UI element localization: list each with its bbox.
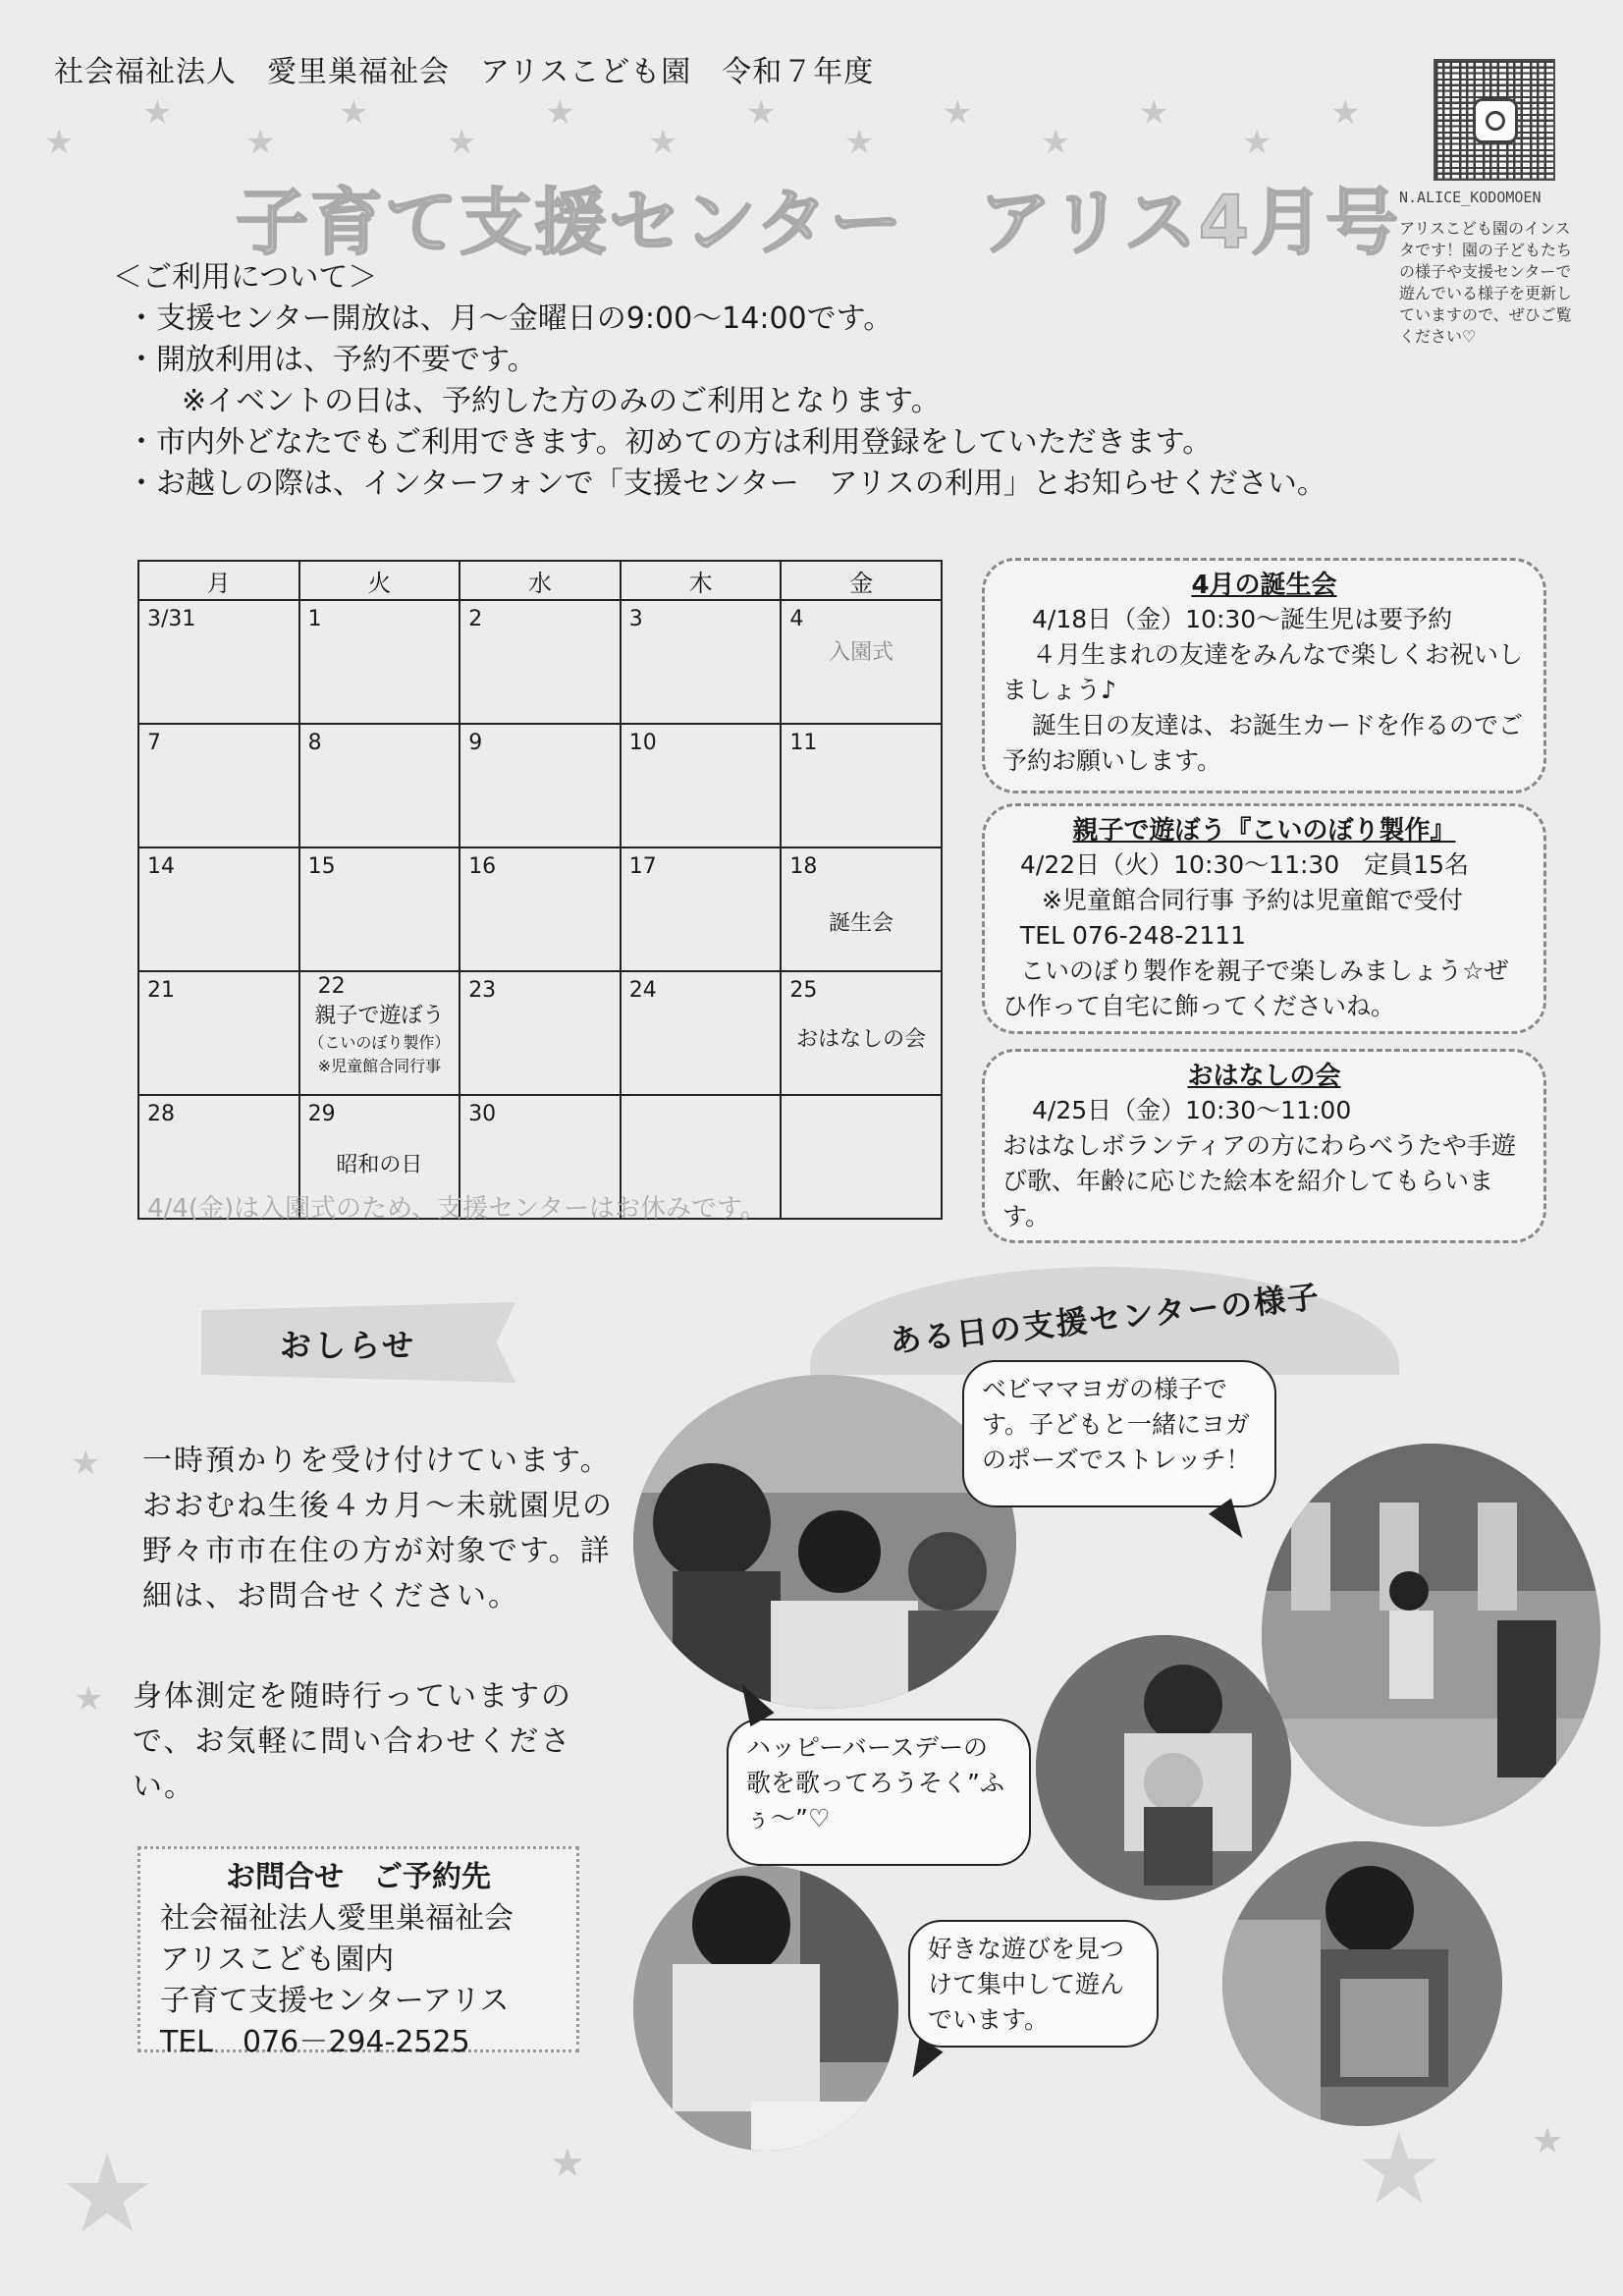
bubble-play: [908, 1920, 1159, 2048]
calendar-table: [137, 560, 943, 1220]
date-number: 23: [468, 978, 497, 1003]
bubble-birthday: [727, 1719, 1031, 1866]
calendar-cell: [460, 724, 621, 847]
star-icon: ★: [339, 93, 369, 133]
notice-text: 身体測定を随時行っていますので、お気軽に問い合わせください。: [133, 1679, 572, 1804]
event-line: 4/18日（金）10:30～誕生児は要予約: [1032, 605, 1453, 633]
calendar-cell: [138, 847, 299, 971]
usage-item: ・市内外どなたでもご利用できます。初めての方は利用登録をしていただきます。: [127, 425, 1213, 460]
photo-yoga: [1262, 1444, 1600, 1827]
calendar-cell: [781, 600, 942, 724]
calendar-cell: [460, 847, 621, 971]
event-note: おはなしの会: [796, 1027, 927, 1052]
usage-item: ・開放利用は、予約不要です。: [127, 343, 537, 377]
event-title: 親子で遊ぼう『こいのぼり製作』: [1072, 816, 1456, 846]
weekday-header: 水: [460, 561, 621, 600]
date-number: 17: [628, 854, 657, 879]
photo-play-left-image: [633, 1866, 898, 2151]
date-number: 16: [468, 854, 497, 879]
star-icon: ★: [545, 93, 575, 133]
event-line: 誕生日の友達は、お誕生カードを作るのでご予約お願いします。: [1002, 711, 1524, 775]
star-icon: ★: [1355, 2111, 1443, 2226]
date-number: 21: [147, 978, 175, 1003]
calendar-cell: [621, 724, 782, 847]
instagram-note: アリスこども園のインスタです！園の子どもたちの様子や支援センターで遊んでいる様子を更新していますので、ぜひご覧ください♡: [1399, 219, 1573, 346]
instagram-icon: [1473, 98, 1518, 143]
star-icon: ★: [1330, 93, 1361, 133]
contact-box: [137, 1846, 579, 2059]
contact-line: 社会福祉法人愛里巣福祉会: [160, 1901, 514, 1936]
bubble-yoga: [962, 1360, 1276, 1507]
event-birthday: [982, 558, 1546, 793]
star-icon: ★: [1139, 93, 1169, 133]
photo-play-left: [633, 1866, 898, 2151]
date-number: 8: [307, 731, 322, 755]
date-number: 24: [628, 978, 657, 1003]
qr-code[interactable]: [1434, 59, 1555, 181]
bubble-play-text: 好きな遊びを見つけて集中して遊んでいます。: [928, 1935, 1125, 2034]
event-note: 親子で遊ぼう: [314, 1004, 445, 1028]
notice-label: おしらせ: [280, 1327, 417, 1364]
calendar-cell: [460, 600, 621, 724]
photo-baby-image: [1036, 1635, 1291, 1900]
date-number: 11: [789, 731, 818, 755]
date-number: 9: [468, 731, 483, 755]
date-number: 3: [628, 607, 643, 631]
usage-heading: ＜ご利用について＞: [113, 260, 378, 295]
contact-line: TEL 076－294-2525: [160, 2025, 470, 2059]
date-number: 30: [468, 1102, 497, 1126]
star-icon: ★: [447, 123, 477, 162]
calendar-cell: [299, 724, 460, 847]
page-title: 子育て支援センター アリス4月号: [236, 181, 1401, 265]
contact-line: アリスこども園内: [160, 1942, 395, 1977]
event-note: 入園式: [829, 640, 894, 665]
star-icon: ★: [44, 123, 75, 162]
contact-line: 子育て支援センターアリス: [160, 1984, 510, 2018]
weekday-header: 金: [781, 561, 942, 600]
calendar-cell: [138, 724, 299, 847]
calendar-header-row: [138, 561, 942, 600]
star-icon: ★: [943, 93, 973, 133]
instagram-handle: N.ALICE_KODOMOEN: [1399, 189, 1542, 206]
date-number: 4: [789, 607, 804, 631]
date-number: 18: [789, 854, 818, 879]
calendar-cell: [299, 600, 460, 724]
event-line: ４月生まれの友達をみんなで楽しくお祝いしましょう♪: [1002, 640, 1524, 704]
event-line: おはなしボランティアの方にわらべうたや手遊び歌、年齢に応じた絵本を紹介してもらいます。: [1002, 1131, 1517, 1230]
weekday-header: 月: [138, 561, 299, 600]
calendar-cell: [299, 971, 460, 1095]
date-number: 10: [628, 731, 657, 755]
event-note: 誕生会: [829, 911, 894, 936]
calendar-cell: [781, 1095, 942, 1219]
calendar-week-row: [138, 724, 942, 847]
photo-yoga-image: [1262, 1444, 1600, 1827]
closed-note: 4/4(金)は入園式のため、支援センターはお休みです。: [147, 1194, 766, 1224]
calendar-cell: [138, 600, 299, 724]
star-icon: ★: [245, 123, 276, 162]
date-number: 3/31: [147, 607, 196, 631]
calendar-cell: [621, 847, 782, 971]
usage-item: ・支援センター開放は、月～金曜日の9:00～14:00です。: [127, 301, 893, 336]
star-icon: ★: [71, 1444, 101, 1483]
photo-birthday-image: [633, 1375, 1016, 1709]
calendar-cell: [621, 600, 782, 724]
bubble-yoga-text: ベビママヨガの様子です。子どもと一緒にヨガのポーズでストレッチ！: [982, 1375, 1251, 1474]
star-icon: ★: [59, 2131, 156, 2257]
date-number: 22: [317, 974, 346, 999]
star-icon: ★: [550, 2141, 585, 2186]
star-icon: ★: [648, 123, 678, 162]
calendar-cell: [299, 847, 460, 971]
calendar-week-row: [138, 847, 942, 971]
date-number: 28: [147, 1102, 175, 1126]
photo-play-right-image: [1222, 1841, 1502, 2126]
event-note: ※児童館合同行事: [317, 1057, 442, 1075]
star-icon: ★: [1532, 2121, 1564, 2161]
calendar-cell: [621, 971, 782, 1095]
star-icon: ★: [1242, 123, 1272, 162]
weekday-header: 火: [299, 561, 460, 600]
star-icon: ★: [746, 93, 777, 133]
event-koinobori: [982, 803, 1546, 1034]
event-story: [982, 1049, 1546, 1243]
photo-play-right: [1222, 1841, 1502, 2126]
event-title: おはなしの会: [1187, 1062, 1341, 1091]
date-number: 14: [147, 854, 175, 879]
photo-birthday: [633, 1375, 1016, 1709]
date-number: 29: [307, 1102, 336, 1126]
event-title: 4月の誕生会: [1191, 571, 1337, 600]
contact-title: お問合せ ご予約先: [226, 1860, 491, 1894]
event-note: （こいのぼり製作）: [308, 1033, 451, 1052]
notice-text: 一時預かりを受け付けています。おおむね生後４カ月～未就園児の野々市市在住の方が対象です。詳細は、お問合せください。: [142, 1444, 614, 1613]
usage-section: [113, 257, 1326, 505]
event-line: 4/25日（金）10:30～11:00: [1032, 1096, 1352, 1124]
org-line: 社会福祉法人 愛里巣福祉会 アリスこども園 令和７年度: [54, 55, 875, 89]
date-number: 7: [147, 731, 161, 755]
star-icon: ★: [844, 123, 875, 162]
date-number: 25: [789, 978, 818, 1003]
event-line: TEL 076-248-2111: [1020, 921, 1247, 950]
calendar-week-row: [138, 600, 942, 724]
usage-item: ・お越しの際は、インターフォンで「支援センター アリスの利用」とお知らせください。: [127, 466, 1326, 501]
usage-item: ※イベントの日は、予約した方のみのご利用となります。: [182, 384, 941, 418]
date-number: 15: [307, 854, 336, 879]
calendar-cell: [781, 971, 942, 1095]
photo-baby: [1036, 1635, 1291, 1900]
calendar-cell: [781, 724, 942, 847]
weekday-header: 木: [621, 561, 782, 600]
star-icon: ★: [142, 93, 173, 133]
calendar-cell: [460, 971, 621, 1095]
event-line: こいのぼり製作を親子で楽しみましょう☆ぜひ作って自宅に飾ってくださいね。: [1002, 957, 1509, 1020]
calendar-week-row: [138, 971, 942, 1095]
gallery-title: ある日の支援センターの様子: [888, 1278, 1323, 1360]
event-line: 4/22日（火）10:30～11:30 定員15名: [1020, 850, 1470, 879]
date-number: 2: [468, 607, 483, 631]
event-line: ※児童館合同行事 予約は児童館で受付: [1042, 886, 1463, 914]
star-icon: ★: [74, 1679, 104, 1719]
calendar-cell: [138, 971, 299, 1095]
event-note: 昭和の日: [336, 1153, 423, 1177]
star-icon: ★: [1041, 123, 1071, 162]
calendar-cell: [781, 847, 942, 971]
date-number: 1: [307, 607, 322, 631]
bubble-birthday-text: ハッピーバースデーの歌を歌ってろうそく”ふぅ～”♡: [746, 1733, 1004, 1832]
